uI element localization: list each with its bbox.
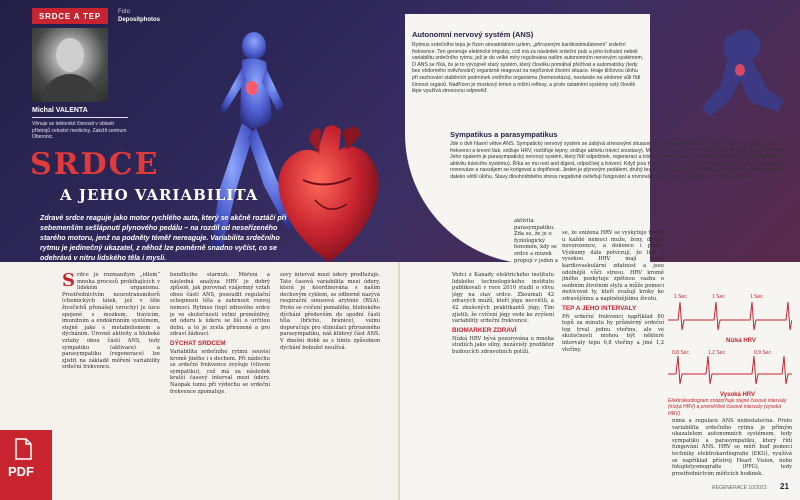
credit-label: Foto [118,9,131,15]
heart-caption: aktivita parasympatiku. Zda se, že je o fyziologický fenomén, kdy se srdce a mozek propojí v jeden a [514,218,559,264]
column-5-text: se, že snížená HRV se vyskytuje téměř u každé nemoci muže, ženy, dítěte, novorozence, a dokonce i plodu. Výzkumy dále potvrzují, že lidé s vysokou HRV mají větší kardiovaskulární zdatnost a jsou odolnější vůči stresu. HRV kromě jiného poskytuje zpětnou vazbu o osobním životním stylu a může pomoci motivovat ty, kteří zvažují kroky ke zdravějšímu a naplněnějšímu životu. [562,230,664,302]
column-5-text-2: Při srdeční frekvenci například 60 tepů za minutu by průměrný srdeční tep trval jednu vteřinu, ale ve skutečnosti mohou být některé intervaly tepu 0,8 vteřiny a jiné 1,2 vteřiny. [562,313,664,353]
column-1 [62,272,160,472]
column-2-text-2: Variabilita srdečního rytmu souvisí kromě jiného i s dechem. Při nádechu se srdeční frekvence zvyšuje (vlivem sympatiku), což má za následek kratší časový interval mezi údery. Naopak tomu při výdechu se srdeční frekvence zpomaluje. [170,348,270,395]
page-number: 21 [780,482,789,491]
sidebar-heading-sympatikus: Sympatikus a parasympatikus [450,130,558,139]
pdf-download-button[interactable] [0,430,52,500]
column-4 [452,272,554,490]
section-heading-biomarker: BIOMARKER ZDRAVÍ [452,326,517,334]
ecg-interval-alt-2: 1,2 Sec [708,350,725,356]
ecg-interval-label-3: 1 Sec [750,294,763,300]
sidebar-heading-ans: Autonomní nervový systém (ANS) [412,30,534,39]
section-tag: SRDCE A TEP [32,8,108,24]
ecg-label-low: Nízká HRV [726,338,756,344]
column-3-text: sový interval mezi údery prodlužuje. Tato časová variabilita mezi údery, která je koordinována s naším dechovým cyklem, se odborně nazývá respirační sinusová arytmie (RSA). Proto se cvičení pomalého, hlubokého dýchání především do spodní části těla (břicho, bránice), velmi doporučuje pro stimulaci přirozeného parasympatiku, náš klidový část ANS. V dnešní době se s tímto způsobem dýchání bohužel neužívá. [280,272,380,351]
column-5 [562,230,664,490]
sidebar-text-ans: Rytmus srdečního tepu je řízen sinoatriálním uzlem, „přirozeným kardiostimulátorem“ srdeční frekvence. Ten generuje elektrické impulzy, což má za následek srdeční pulz a jeho kolísání neboli variabilitu srdečního rytmu, jež je do velké míry regulována naším autonomním nervovým systémem. O ANS se říká, že je to vývojově starý systém, který člověku pomáhal přežívat a automaticky (tedy bez vědomého ovlivňování) organizně reagovat na nepříznivé životní situace. Hraje klíčovou úlohu při zachování stabilních podmínek vnitřního organismu (homeostáza), nezávisle na vědomé vůli řídí činnost orgánů. Nadřízen je mozkový kmen a míšní reflexy, a proto ostatními systémy celý člověk lépe využívá stresovou odpověď. [412,42,644,95]
footer-magazine: REGENERACE 10/2023 [712,485,767,491]
document-icon [12,438,34,460]
ecg-label-high: Vysoká HRV [720,392,756,398]
column-6 [672,418,792,482]
article-lead: Zdravé srdce reaguje jako motor rychlého auta, který se akčně roztáčí při sebemenším sešlápnutí plynového pedálu – na rozdíl od neseřízeného starého motoru, jenž na podněty téměř nereaguje. Variabilita srdečního rytmu je jedinečný ukazatel, z něhož lze poměrně snadno vyčíst, co se odehrává v nitru lidského těla i mysli. [40,214,287,262]
author-portrait [32,28,108,102]
ecg-trace-low-hrv [668,302,792,330]
ecg-interval-label-1: 1 Sec [674,294,687,300]
article-title: SRDCE [30,147,160,182]
ecg-diagram [668,290,792,398]
column-3 [280,272,380,490]
pdf-label: PDF [8,464,34,479]
column-2-text: bundlícího stárnutí. Měření a následná analýza HRV je dobrý způsob, jak porovnat vzájemný vztah obou částí ANS, posoudit regulační schopnosti těla a zahrnout rozvoj nemocí. Rytmus (tep) zdravého srdce je ve skutečnosti velmi proměnlivý, od úderu k úderu se liší o určitou dobu, a to je zcela přirozené a pro zdraví žádoucí. [170,272,270,338]
column-1-text: rdce je rozmanitým „idlem“ mnoha procesů probíhajících v lidském organismu. Prostřednictvím neurotransmiterů (chemických látek, jež v těle živočichů přenášejí vzruchy) je úzce spojené s mozkem, trávicím, imunitním a endokrinním systémem, stejně jako s metabolismem a dýcháním. Úrovně aktivity a hluboké vztahy obou částí ANS, tedy sympatiku (aktivace) a parasympatiku (regenerace) lze zjistit na základě měření variability srdeční frekvence. [62,272,160,371]
ecg-interval-alt-3: 0,9 Sec [754,350,771,356]
column-6-text: nímá a regulace ANS nedostatečná. Proto variabilita srdečního rytmu je přímým ukazatelem autonomních systémem, tedy sympatiku a parasympatiku, který řídí fungování ANS. HRV se měří buď pomocí techniky elektrokardiografie (EKG), využívá se například přístroj Heart Vision, nebo fotopletysmografie (PPG), tedy prostřednictvím měřicích hodinek. [672,418,792,477]
ecg-interval-label-2: 1 Sec [712,294,725,300]
ecg-trace-high-hrv [668,356,792,384]
column-4-text: Vědci z Kanady elektrického institutu lidského technologického institutu publikovali v roce 2010 studii o vlivu jógy na stav srdce. Zkoumali 42 zdravých mužů, kteří jógu necvičili, a 42 zkušených praktikantů jógy. Tím zjistili, že cvičení jógy vede ke zvýšení variability srdeční frekvence. [452,272,554,325]
drop-cap: S [62,272,75,291]
column-2 [170,272,270,490]
ecg-interval-alt-1: 0,8 Sec [672,350,689,356]
ecg-caption: Elektrokardiogram znázorňuje stejné časové intervaly (nízká HRV) a proměnlivé časové intervaly (vysoká HRV). [668,398,787,417]
author-bio: Věnuje se lektorské činnosti v oblasti přístrojů celostní medicíny. Založil centrum Oberonic. [32,121,127,140]
column-4-text-2: Nízká HRV bývá pozorována u mnoha studiích jako silný, nezávislý prediktor budoucích zdravotních potíží. [452,335,554,355]
section-heading-tep: TEP A JEHO INTERVALY [562,304,637,312]
author-name: Michal VALENTA [32,107,128,118]
credit-source: Depositphotos [118,17,160,23]
seated-figure-illustration [680,20,792,130]
section-heading-dychat: DÝCHAT SRDCEM [170,339,226,347]
photo-credit [118,8,160,24]
sidebar-text-sympatikus: Jde o dvě hlavní větve ANS. Sympatický nervový systém se zabývá stresovými situacemi, aktivuje organismus k útoku či útěku (zvyšuje srdeční frekvenci a krevní tlak, snižuje HRV, rozšiřuje tepny, snižuje aktivitu trávicí soustavy). Mluví se o něm jako o systému fight or flight, bojuj nebo uteč. Jeho opakem je parasympatický nervový systém, který řídí odpočinek, regeneraci a trávicí systém (snižuje srdeční frekvenci a tlak, zvyšuje HRV i aktivitu trávicího systému). Říká se mu rest and digest, odpočívej a trávení. Když jsou tyto systémy do určité míry protichůdné, měly by pracovat v rovnováze a navzájem se korigovat a doplňovat. Jeden je plynovým pedálem, druhý brzdou. Ovšem v současnosti bývá plynový pedál sympatiku daleko větší úlohu. Stavy dlouhodobého stresu negativně ovlivňují fungování a rovnováhu ANS, jakož i všechny další tělní systémy. [450,141,787,180]
article-subtitle: A JEHO VARIABILITA [60,186,259,204]
